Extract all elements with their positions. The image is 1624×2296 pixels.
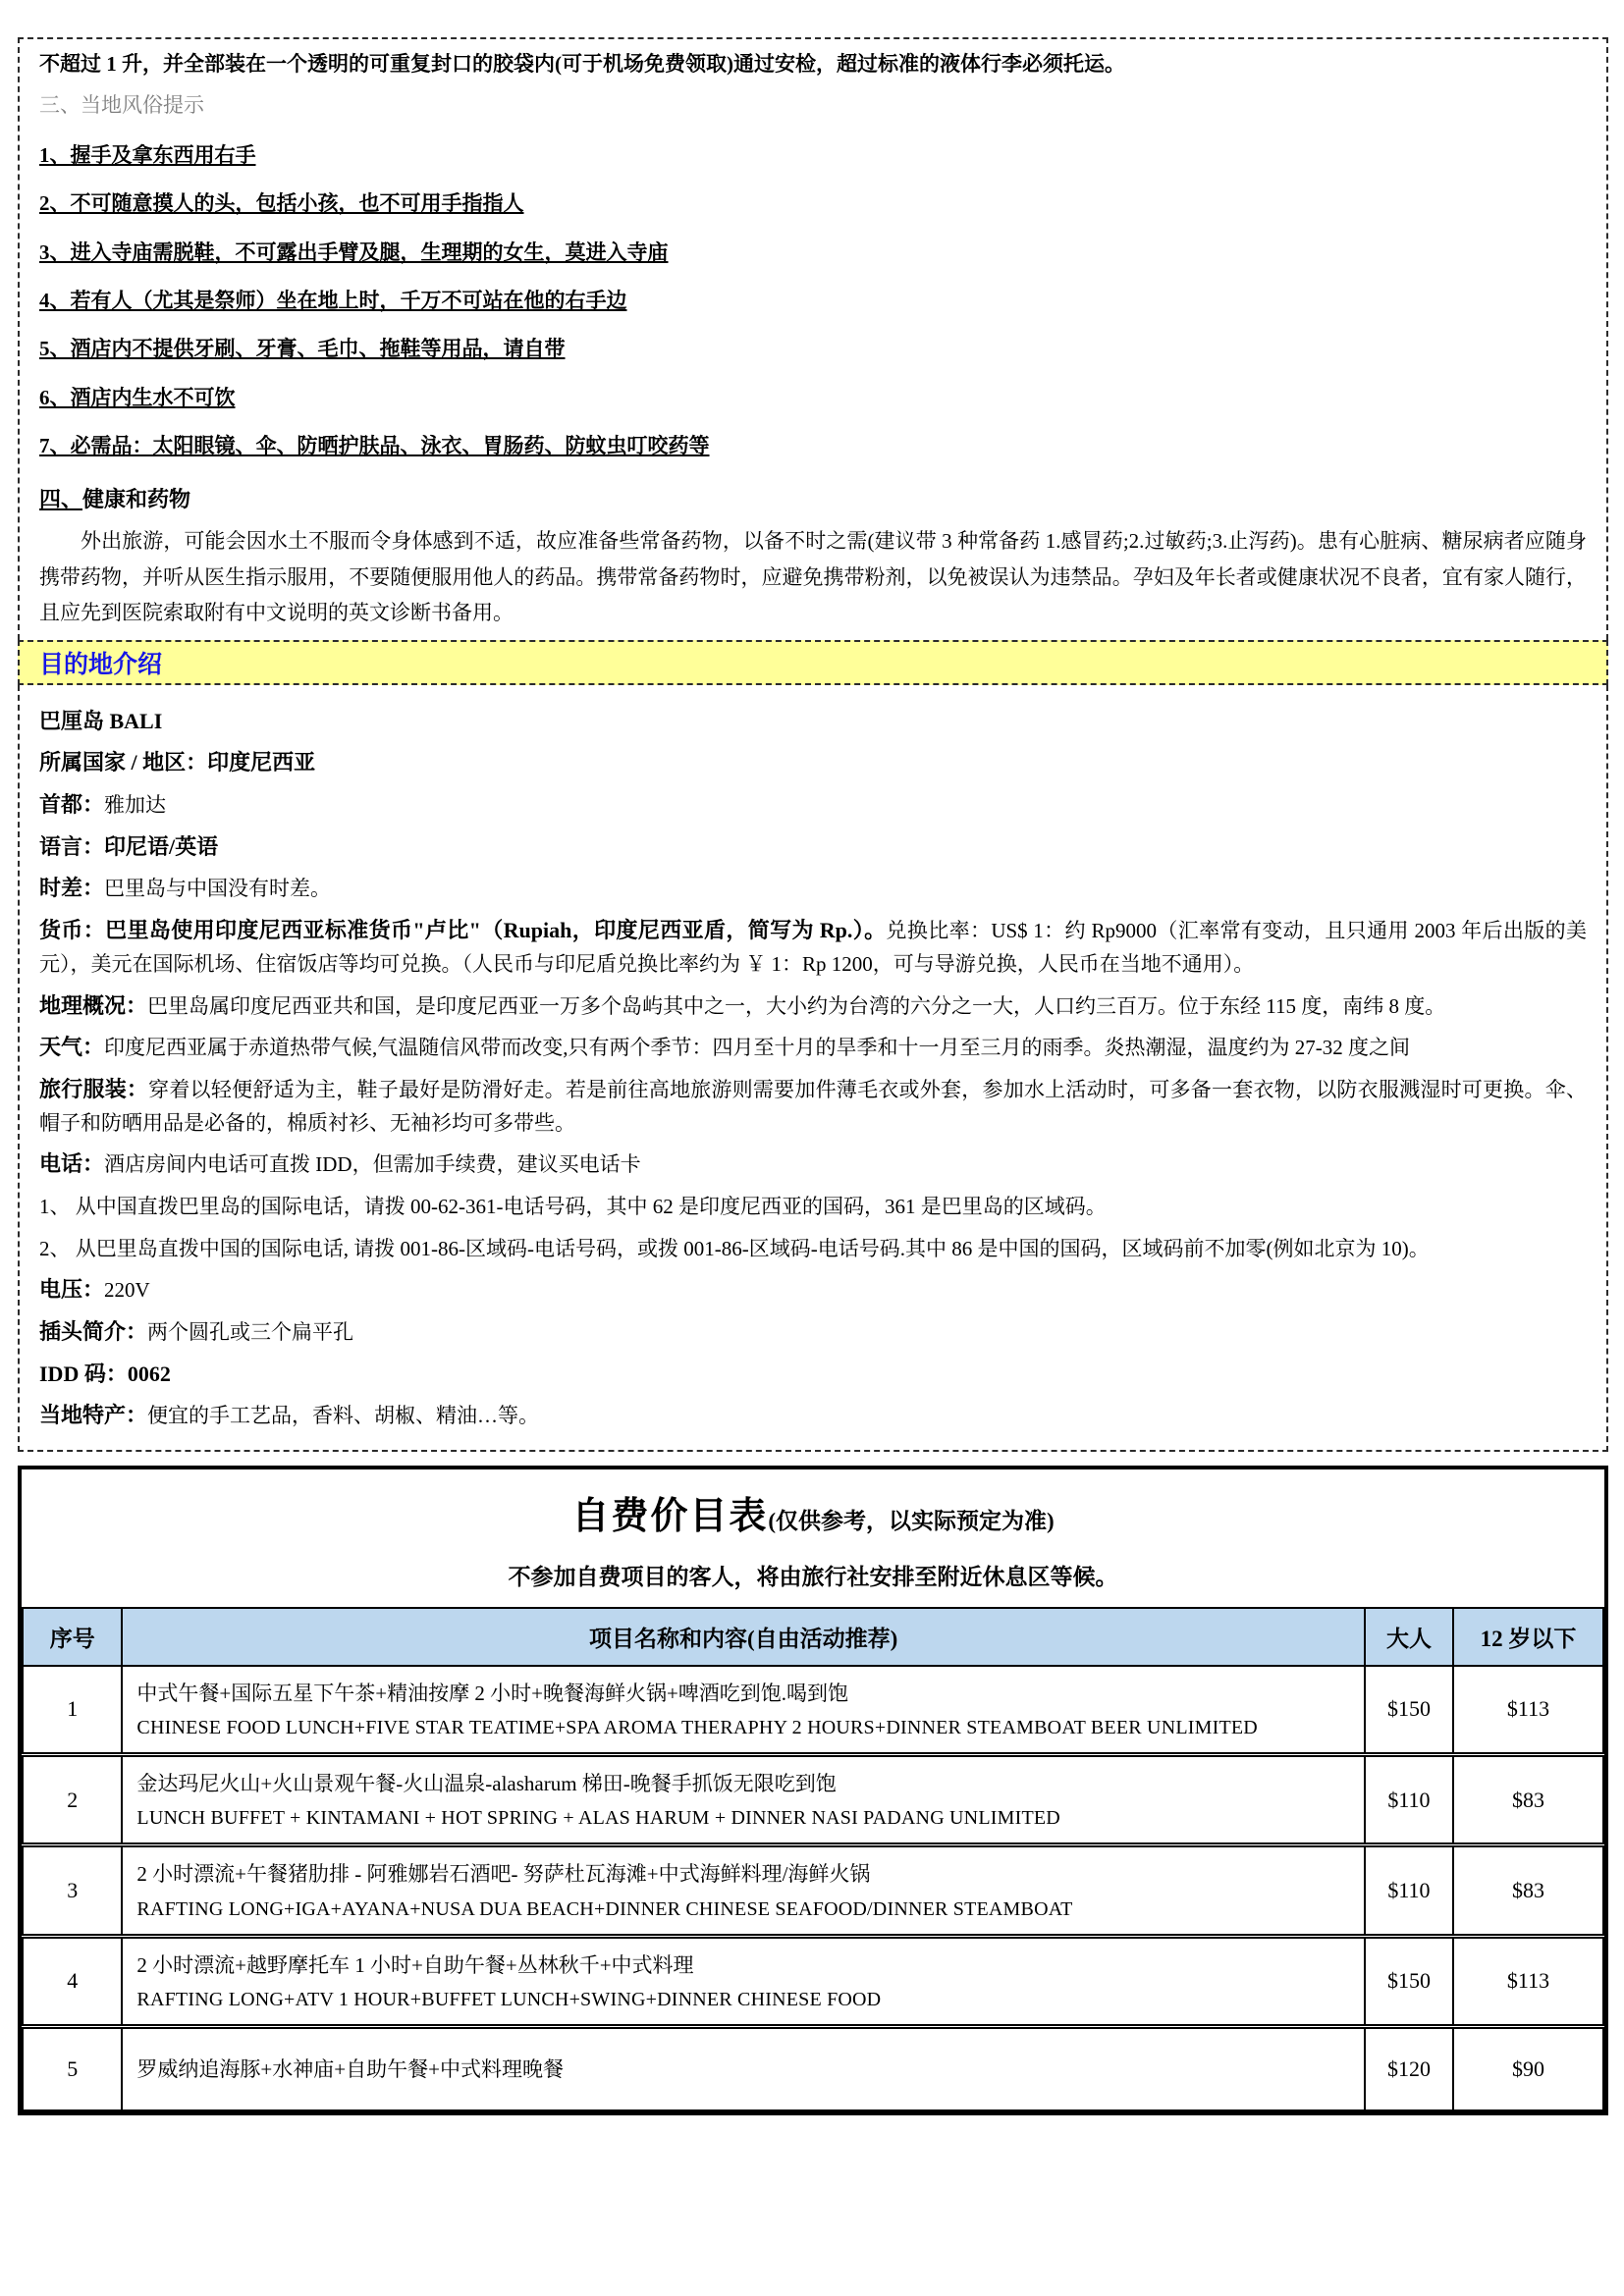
dest-row xyxy=(39,1030,1587,1065)
dest-label: 当地特产： xyxy=(39,1403,148,1428)
price-table-title-text: 自费价目表 xyxy=(571,1495,769,1537)
health-heading xyxy=(39,483,1587,513)
dest-label: 地理概况： xyxy=(39,992,148,1018)
dest-value: 2、 从巴里岛直拨中国的国际电话, 请拨 001-86-区域码-电话号码，或拨 001-86-区域码-电话号码.其中 86 是中国的国码，区域码前不加零(例如北京为 10)。 xyxy=(39,1236,1430,1260)
table-row xyxy=(23,1755,1603,1845)
price-table-title-note: (仅供参考，以实际预定为准) xyxy=(768,1508,1055,1533)
dest-value: 雅加达 xyxy=(104,792,167,817)
row-description-en: LUNCH BUFFET + KINTAMANI + HOT SPRING + ALAS HARUM + DINNER NASI PADANG UNLIMITED xyxy=(136,1807,1060,1830)
dest-value: 印度尼西亚属于赤道热带气候,气温随信风带而改变,只有两个季节：四月至十月的旱季和十一月至三月的雨季。炎热潮湿，温度约为 27-32 度之间 xyxy=(104,1036,1411,1060)
row-description xyxy=(122,1936,1364,2026)
dest-value: 兑换比率：US$ 1：约 Rp9000（汇率常有变动，且只通用 2003 年后出版的美元），美元在国际机场、住宿饭店等均可兑换。（人民币与印尼盾兑换比率约为 ￥ 1：Rp 1200，可与导游兑换，人民币在当地不通用）。 xyxy=(39,918,1587,977)
row-child-price: $83 xyxy=(1453,1755,1603,1845)
customs-item: 5、酒店内不提供牙刷、牙膏、毛巾、拖鞋等用品，请自带 xyxy=(39,337,566,361)
row-index: 2 xyxy=(23,1755,122,1845)
dest-row xyxy=(39,1231,1587,1266)
customs-item: 2、不可随意摸人的头，包括小孩，也不可用手指指人 xyxy=(39,191,524,216)
row-adult-price: $150 xyxy=(1365,1666,1453,1755)
row-description xyxy=(122,1755,1364,1845)
row-description-cn: 罗威纳追海豚+水神庙+自助午餐+中式料理晚餐 xyxy=(136,2056,564,2081)
liquid-rule-text: 不超过 1 升，并全部装在一个透明的可重复封口的胶袋内(可于机场免费领取)通过安检，超过标准的液体行李必须托运。 xyxy=(39,52,1125,76)
header-child: 12 岁以下 xyxy=(1453,1608,1603,1666)
row-description-en: CHINESE FOOD LUNCH+FIVE STAR TEATIME+SPA AROMA THERAPHY 2 HOURS+DINNER STEAMBOAT BEER UNLIMITED xyxy=(136,1717,1258,1739)
customs-item: 4、若有人（尤其是祭师）坐在地上时，千万不可站在他的右手边 xyxy=(39,289,627,313)
dest-row xyxy=(39,745,1587,780)
row-index: 1 xyxy=(23,1666,122,1755)
dest-row xyxy=(39,1357,1587,1392)
dest-row xyxy=(39,1398,1587,1433)
header-index: 序号 xyxy=(23,1608,122,1666)
row-child-price: $90 xyxy=(1453,2026,1603,2110)
table-row xyxy=(23,1936,1603,2026)
row-description-en: RAFTING LONG+IGA+AYANA+NUSA DUA BEACH+DINNER CHINESE SEAFOOD/DINNER STEAMBOAT xyxy=(136,1897,1073,1920)
row-description xyxy=(122,1666,1364,1755)
dest-value: 巴里岛与中国没有时差。 xyxy=(104,877,332,901)
dest-label: 巴厘岛 BALI xyxy=(39,708,163,733)
dest-row xyxy=(39,829,1587,865)
dest-label: IDD 码：0062 xyxy=(39,1361,171,1386)
price-table-header-row xyxy=(23,1608,1603,1666)
dest-value: 220V xyxy=(104,1278,150,1303)
dest-label: 时差： xyxy=(39,876,105,901)
row-index: 4 xyxy=(23,1936,122,2026)
table-row xyxy=(23,1845,1603,1936)
row-index: 3 xyxy=(23,1845,122,1936)
destination-banner xyxy=(18,640,1608,685)
row-adult-price: $150 xyxy=(1365,1936,1453,2026)
dest-label: 语言：印尼语/英语 xyxy=(39,833,219,859)
table-row xyxy=(23,1666,1603,1755)
price-table-title xyxy=(22,1469,1604,1545)
travel-notes-section xyxy=(18,37,1608,640)
health-heading-number: 四、 xyxy=(39,487,83,512)
row-child-price: $83 xyxy=(1453,1845,1603,1936)
row-adult-price: $110 xyxy=(1365,1845,1453,1936)
dest-value: 便宜的手工艺品，香料、胡椒、精油…等。 xyxy=(147,1404,540,1428)
dest-label: 首都： xyxy=(39,791,105,817)
dest-value: 巴里岛属印度尼西亚共和国，是印度尼西亚一万多个岛屿其中之一，大小约为台湾的六分之一大，人口约三百万。位于东经 115 度，南纬 8 度。 xyxy=(147,993,1446,1018)
dest-value: 酒店房间内电话可直拨 IDD，但需加手续费，建议买电话卡 xyxy=(104,1152,641,1177)
row-description-cn: 2 小时漂流+午餐猪肋排 - 阿雅娜岩石酒吧- 努萨杜瓦海滩+中式海鲜料理/海鲜火锅 xyxy=(136,1862,871,1887)
dest-label: 电话： xyxy=(39,1151,105,1177)
table-row xyxy=(23,2026,1603,2110)
dest-label: 电压： xyxy=(39,1277,105,1303)
row-child-price: $113 xyxy=(1453,1936,1603,2026)
dest-value: 两个圆孔或三个扁平孔 xyxy=(147,1319,354,1344)
row-description-cn: 中式午餐+国际五星下午茶+精油按摩 2 小时+晚餐海鲜火锅+啤酒吃到饱.喝到饱 xyxy=(136,1681,849,1705)
dest-row xyxy=(39,871,1587,906)
dest-label: 插头简介： xyxy=(39,1318,148,1344)
row-description-cn: 金达玛尼火山+火山景观午餐-火山温泉-alasharum 梯田-晚餐手抓饭无限吃到饱 xyxy=(136,1772,837,1796)
price-table-subtitle: 不参加自费项目的客人，将由旅行社安排至附近休息区等候。 xyxy=(508,1564,1118,1589)
dest-row xyxy=(39,704,1587,739)
customs-item: 3、进入寺庙需脱鞋，不可露出手臂及腿，生理期的女生，莫进入寺庙 xyxy=(39,240,669,264)
dest-row xyxy=(39,1272,1587,1308)
header-adult: 大人 xyxy=(1365,1608,1453,1666)
dest-row xyxy=(39,1189,1587,1224)
health-heading-title: 健康和药物 xyxy=(82,487,191,512)
row-index: 5 xyxy=(23,2026,122,2110)
row-description-en: RAFTING LONG+ATV 1 HOUR+BUFFET LUNCH+SWING+DINNER CHINESE FOOD xyxy=(136,1988,882,2010)
row-description xyxy=(122,1845,1364,1936)
dest-row xyxy=(39,1147,1587,1182)
dest-row xyxy=(39,1314,1587,1350)
price-table xyxy=(22,1607,1604,2112)
row-adult-price: $120 xyxy=(1365,2026,1453,2110)
dest-value: 1、 从中国直拨巴里岛的国际电话，请拨 00-62-361-电话号码，其中 62 是印度尼西亚的国码，361 是巴里岛的区域码。 xyxy=(39,1195,1107,1219)
dest-row xyxy=(39,913,1587,982)
customs-heading: 三、当地风俗提示 xyxy=(39,92,204,117)
dest-label: 天气： xyxy=(39,1035,105,1060)
dest-row xyxy=(39,988,1587,1024)
dest-label: 旅行服装： xyxy=(39,1076,149,1101)
dest-label: 所属国家 / 地区：印度尼西亚 xyxy=(39,750,316,775)
row-description xyxy=(122,2026,1364,2110)
price-table-section xyxy=(18,1466,1608,2116)
dest-label: 货币：巴里岛使用印度尼西亚标准货币"卢比"（Rupiah，印度尼西亚盾，简写为 Rp.）。 xyxy=(39,917,887,942)
row-child-price: $113 xyxy=(1453,1666,1603,1755)
dest-value: 穿着以轻便舒适为主，鞋子最好是防滑好走。若是前往高地旅游则需要加件薄毛衣或外套，参加水上活动时，可多备一套衣物，以防衣服溅湿时可更换。伞、帽子和防晒用品是必备的，棉质衬衫、无袖衫均可多带些。 xyxy=(39,1077,1587,1136)
health-paragraph: 外出旅游，可能会因水土不服而令身体感到不适，故应准备些常备药物，以备不时之需(建议带 3 种常备药 1.感冒药;2.过敏药;3.止泻药)。患有心脏病、糖尿病者应随身携带药物，并听从医生指示服用，不要随便服用他人的药品。携带常备药物时，应避免携带粉剂，以免被误认为违禁品。孕妇及年长者或健康状况不良者，宜有家人随行，且应先到医院索取附有中文说明的英文诊断书备用。 xyxy=(39,529,1587,624)
header-item: 项目名称和内容(自由活动推荐) xyxy=(122,1608,1364,1666)
destination-banner-title: 目的地介绍 xyxy=(39,651,163,678)
customs-item: 1、握手及拿东西用右手 xyxy=(39,143,256,167)
destination-details-section xyxy=(18,685,1608,1452)
customs-item: 6、酒店内生水不可饮 xyxy=(39,385,236,409)
row-adult-price: $110 xyxy=(1365,1755,1453,1845)
row-description-cn: 2 小时漂流+越野摩托车 1 小时+自助午餐+丛林秋千+中式料理 xyxy=(136,1952,694,1977)
customs-item: 7、必需品：太阳眼镜、伞、防晒护肤品、泳衣、胃肠药、防蚊虫叮咬药等 xyxy=(39,434,710,458)
dest-row xyxy=(39,1072,1587,1141)
dest-row xyxy=(39,787,1587,823)
